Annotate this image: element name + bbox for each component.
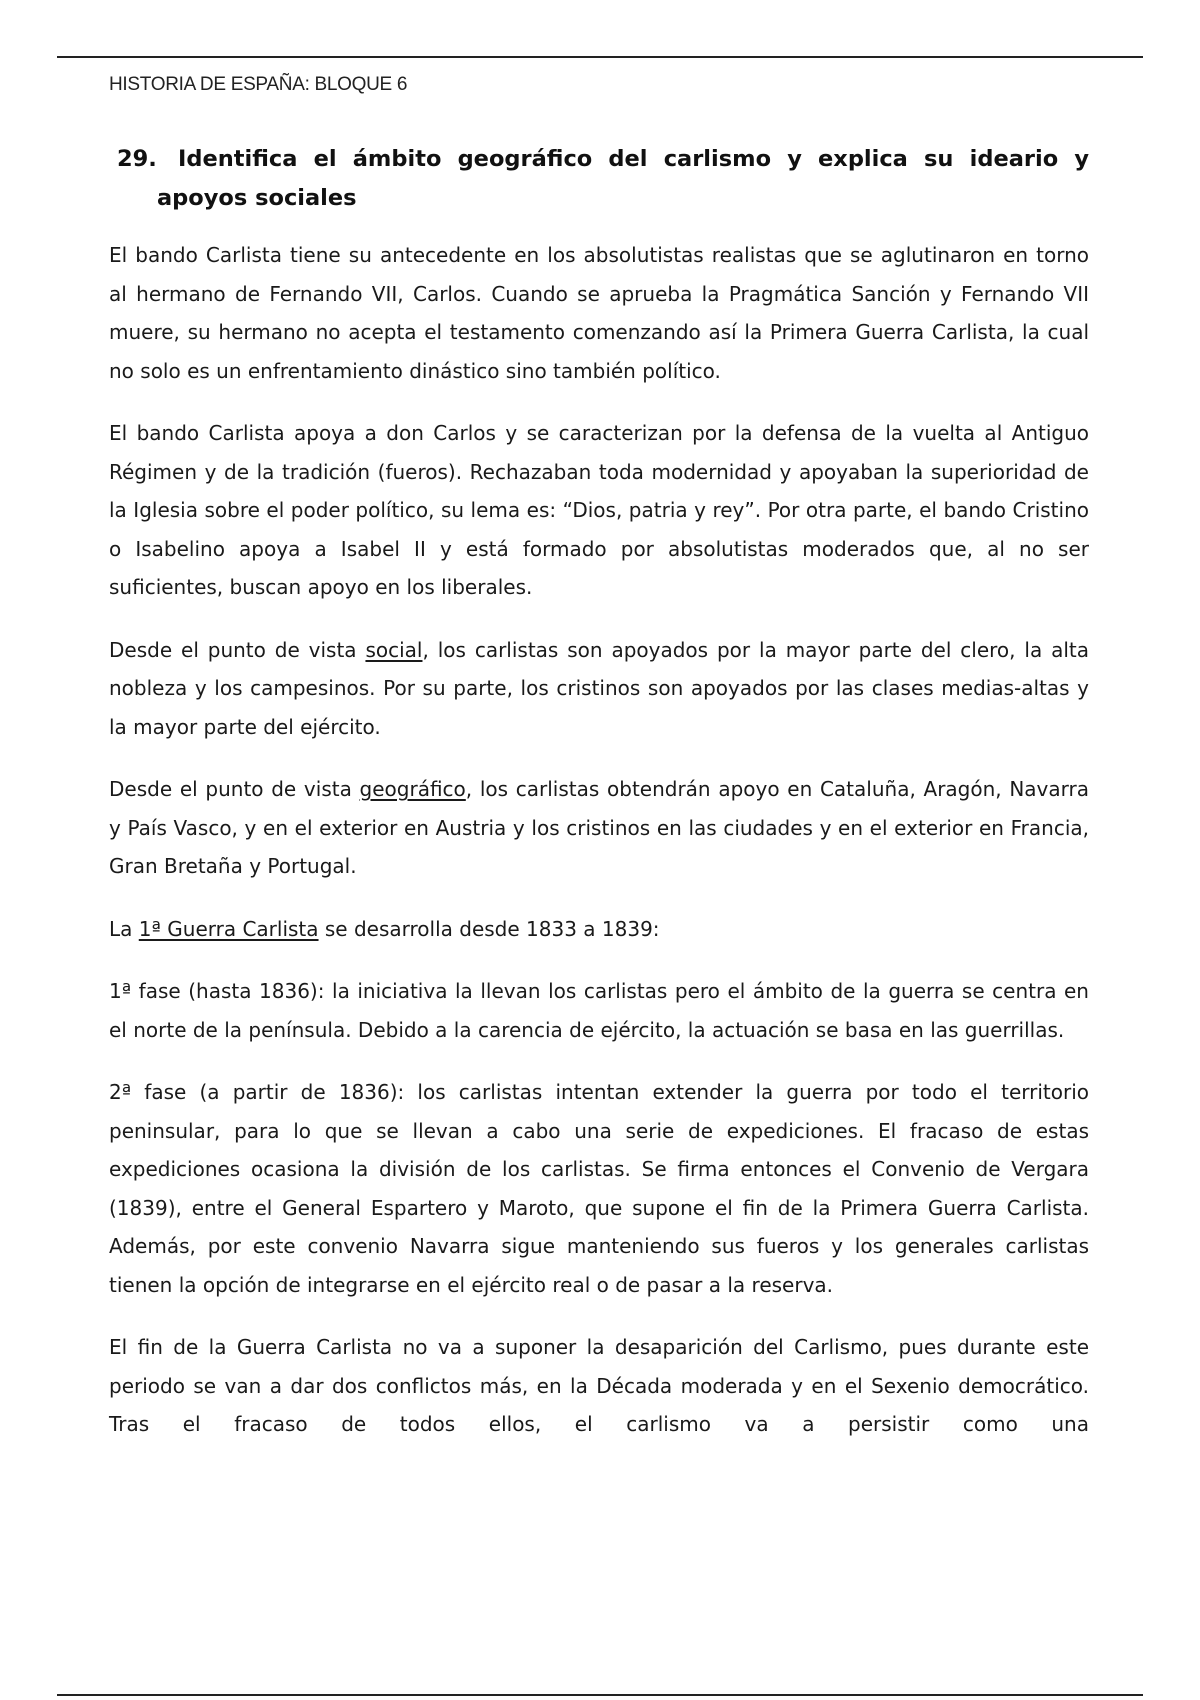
paragraph-ideology: El bando Carlista apoya a don Carlos y se caracterizan por la defensa de la vuelta al Antiguo Régimen y de la tradición (fueros). Rechazaban toda modernidad y apoyaban la superioridad de la Iglesia sobre el poder político, su lema es: “Dios, patria y rey”. Por otra parte, el bando Cristino o Isabelino apoya a Isabel II y está formado por absolutistas moderados que, al no ser suficientes, buscan apoyo en los liberales.: [109, 421, 1089, 599]
running-header: HISTORIA DE ESPAÑA: BLOQUE 6: [109, 74, 408, 95]
paragraph-geographic-support: [109, 770, 1089, 886]
question-number: 29.: [117, 146, 157, 172]
underlined-term-first-war: 1ª Guerra Carlista: [138, 916, 319, 941]
paragraph-phase-one: 1ª fase (hasta 1836): la iniciativa la llevan los carlistas pero el ámbito de la guerra se centra en el norte de la península. Debido a la carencia de ejército, la actuación se basa en las guerrillas.: [109, 979, 1089, 1042]
question-text: [157, 140, 1089, 218]
paragraph-end-of-war: El fin de la Guerra Carlista no va a suponer la desaparición del Carlismo, pues durante este periodo se van a dar dos conflictos más, en la Década moderada y en el Sexenio democrático. Tras el fracaso de todos ellos, el carlismo va a persistir como una: [109, 1335, 1089, 1436]
paragraph-phase-two: 2ª fase (a partir de 1836): los carlistas intentan extender la guerra por todo el territorio peninsular, para lo que se llevan a cabo una serie de expediciones. El fracaso de estas expediciones ocasiona la división de los carlistas. Se firma entonces el Convenio de Vergara (1839), entre el General Espartero y Maroto, que supone el fin de la Primera Guerra Carlista. Además, por este convenio Navarra sigue manteniendo sus fueros y los generales carlistas tienen la opción de integrarse en el ejército real o de pasar a la reserva.: [109, 1080, 1089, 1297]
paragraph-antecedents: El bando Carlista tiene su antecedente en los absolutistas realistas que se aglutinaron en torno al hermano de Fernando VII, Carlos. Cuando se aprueba la Pragmática Sanción y Fernando VII muere, su hermano no acepta el testamento comenzando así la Primera Guerra Carlista, la cual no solo es un enfrentamiento dinástico sino también político.: [109, 243, 1089, 383]
text-segment: Desde el punto de vista: [109, 637, 366, 662]
question-line-2: apoyos sociales: [157, 185, 357, 211]
question-heading: [117, 140, 1089, 218]
header-rule: [57, 56, 1143, 58]
text-segment: se desarrolla desde 1833 a 1839:: [318, 916, 660, 941]
footer-rule: [57, 1694, 1143, 1696]
paragraph-first-war-intro: [109, 910, 1089, 949]
paragraph-social-support: [109, 631, 1089, 747]
underlined-term-social: social: [365, 637, 423, 662]
underlined-term-geographic: geográfico: [359, 777, 466, 801]
text-segment: , los carlistas son apoyados por la mayor parte del clero, la alta nobleza y los campesinos. Por su parte, los cristinos son apoyados por las clases medias-altas y la mayor parte del ejército.: [109, 637, 1089, 739]
text-segment: , los carlistas obtendrán apoyo en Cataluña, Aragón, Navarra y País Vasco, y en el exterior en Austria y los cristinos en las ciudades y en el exterior en Francia, Gran Bretaña y Portugal.: [109, 777, 1089, 878]
text-segment: Desde el punto de vista: [109, 777, 360, 801]
document-body: [109, 140, 1089, 1468]
text-segment: La: [109, 916, 139, 941]
question-line-1: Identifica el ámbito geográfico del carlismo y explica su ideario y: [178, 146, 1089, 172]
